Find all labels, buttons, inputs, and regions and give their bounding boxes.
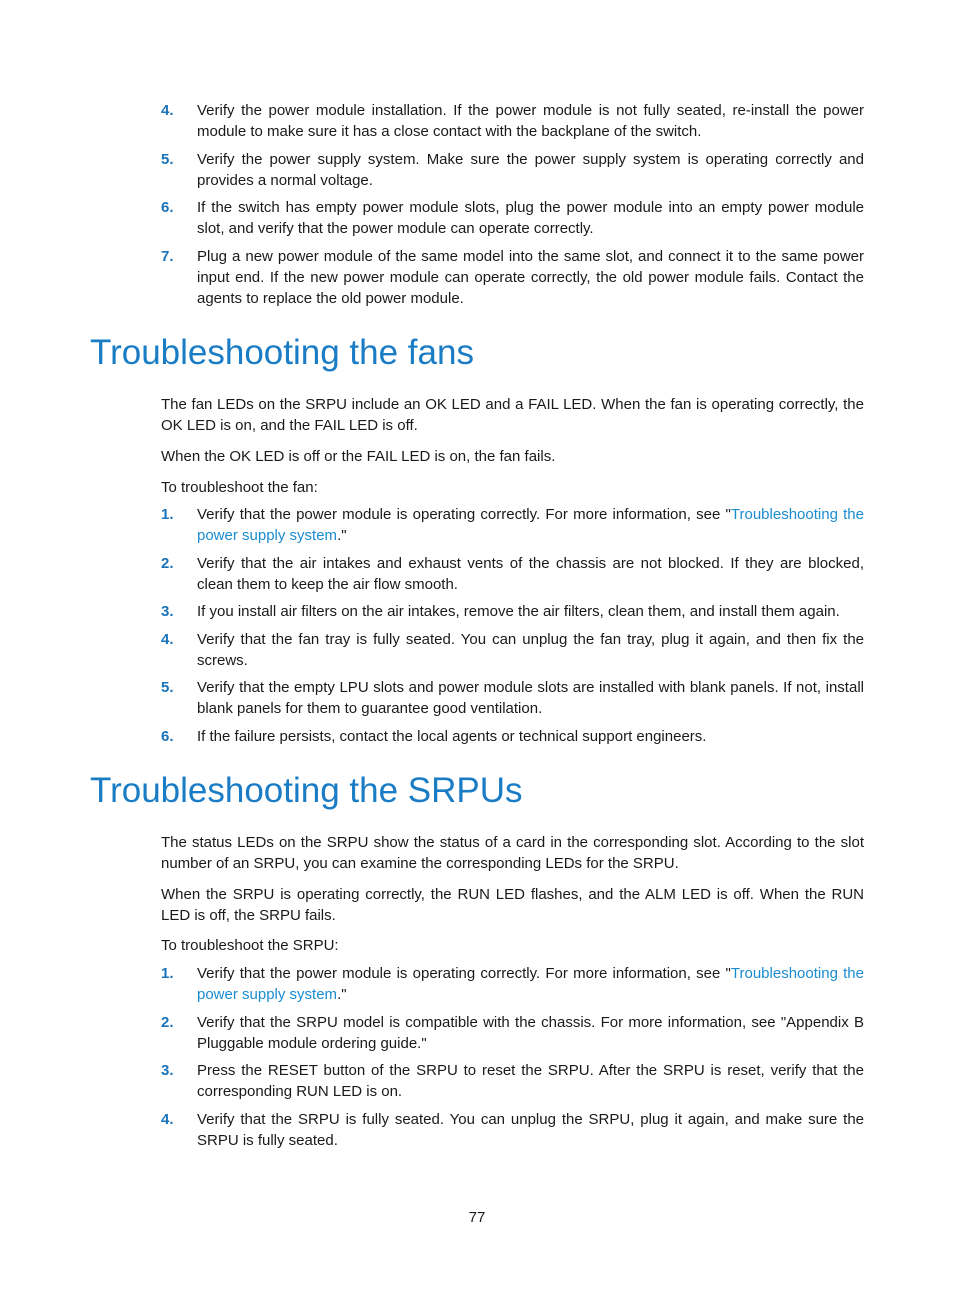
list-number: 3. — [161, 603, 174, 620]
fans-intro: To troubleshoot the fan: — [161, 479, 318, 496]
list-text: Verify the power module installation. If the power module is not fully seated, re-install the power module to make sure it has a close contact with the backplane of the switch. — [197, 102, 864, 140]
fans-paragraph-1: The fan LEDs on the SRPU include an OK LED and a FAIL LED. When the fan is operating correctly, the OK LED is on, and the FAIL LED is off. — [161, 396, 864, 434]
list-item — [161, 1060, 864, 1102]
list-number: 4. — [161, 630, 174, 648]
list-text: If the failure persists, contact the local agents or technical support engineers. — [197, 727, 707, 745]
list-text: ." — [337, 527, 347, 544]
list-number: 2. — [161, 1013, 174, 1031]
list-text: Verify that the power module is operating correctly. For more information, see " — [197, 506, 731, 523]
srpus-paragraph-1: The status LEDs on the SRPU show the status of a card in the corresponding slot. According to the slot number of an SRPU, you can examine the corresponding LEDs for the SRPU. — [161, 834, 864, 872]
power-supply-link[interactable]: Troubleshooting the power supply system — [197, 965, 864, 1003]
list-text: Press the RESET button of the SRPU to reset the SRPU. After the SRPU is reset, verify that the corresponding RUN LED is on. — [197, 1062, 864, 1100]
list-text: If the switch has empty power module slots, plug the power module into an empty power module slot, and verify that the power module can operate correctly. — [197, 199, 864, 237]
list-item — [161, 197, 864, 239]
srpus-paragraph-2: When the SRPU is operating correctly, the RUN LED flashes, and the ALM LED is off. When the RUN LED is off, the SRPU fails. — [161, 886, 864, 924]
list-number: 6. — [161, 727, 174, 745]
list-text: Verify that the power module is operating correctly. For more information, see " — [197, 965, 731, 982]
fans-heading: Troubleshooting the fans — [90, 333, 474, 372]
list-number: 7. — [161, 247, 174, 265]
list-item — [161, 1109, 864, 1151]
list-number: 6. — [161, 199, 174, 216]
list-text: Plug a new power module of the same model into the same slot, and connect it to the same power input end. If the new power module can operate correctly, the old power module fails. Contact the agents to replace the old power module. — [197, 247, 864, 307]
list-number: 4. — [161, 1110, 174, 1128]
list-item — [161, 601, 864, 622]
list-item — [161, 149, 864, 191]
list-text: If you install air filters on the air intakes, remove the air filters, clean them, and install them again. — [197, 603, 840, 620]
fans-paragraph-2: When the OK LED is off or the FAIL LED is on, the fan fails. — [161, 448, 556, 465]
list-number: 5. — [161, 150, 174, 168]
list-number: 3. — [161, 1062, 174, 1079]
page-number: 77 — [468, 1209, 486, 1226]
list-text: Verify that the empty LPU slots and power module slots are installed with blank panels. If not, install blank panels for them to guarantee good ventilation. — [197, 679, 864, 717]
srpus-intro: To troubleshoot the SRPU: — [161, 937, 339, 954]
power-troubleshoot-list-continued — [161, 100, 864, 315]
list-item — [161, 246, 864, 309]
list-item — [161, 629, 864, 671]
list-text: Verify the power supply system. Make sure the power supply system is operating correctly and provides a normal voltage. — [197, 150, 864, 189]
list-text: Verify that the SRPU is fully seated. You can unplug the SRPU, plug it again, and make sure the SRPU is fully seated. — [197, 1110, 864, 1149]
list-number: 1. — [161, 965, 174, 982]
list-item — [161, 677, 864, 719]
list-number: 5. — [161, 679, 174, 696]
list-number: 4. — [161, 102, 174, 119]
list-item — [161, 726, 864, 747]
fans-steps-list — [161, 504, 864, 753]
list-item — [161, 553, 864, 595]
list-text: Verify that the SRPU model is compatible with the chassis. For more information, see "Appendix B Pluggable module ordering guide." — [197, 1013, 864, 1052]
list-item — [161, 1012, 864, 1054]
list-text: ." — [337, 986, 347, 1003]
list-number: 2. — [161, 554, 174, 572]
list-item — [161, 504, 864, 546]
srpus-steps-list — [161, 963, 864, 1157]
list-number: 1. — [161, 506, 174, 523]
srpus-heading: Troubleshooting the SRPUs — [90, 771, 523, 810]
list-item — [161, 100, 864, 142]
list-text: Verify that the air intakes and exhaust vents of the chassis are not blocked. If they are blocked, clean them to keep the air flow smooth. — [197, 554, 864, 593]
list-item — [161, 963, 864, 1005]
power-supply-link[interactable]: Troubleshooting the power supply system — [197, 506, 864, 544]
list-text: Verify that the fan tray is fully seated. You can unplug the fan tray, plug it again, and then fix the screws. — [197, 630, 864, 669]
